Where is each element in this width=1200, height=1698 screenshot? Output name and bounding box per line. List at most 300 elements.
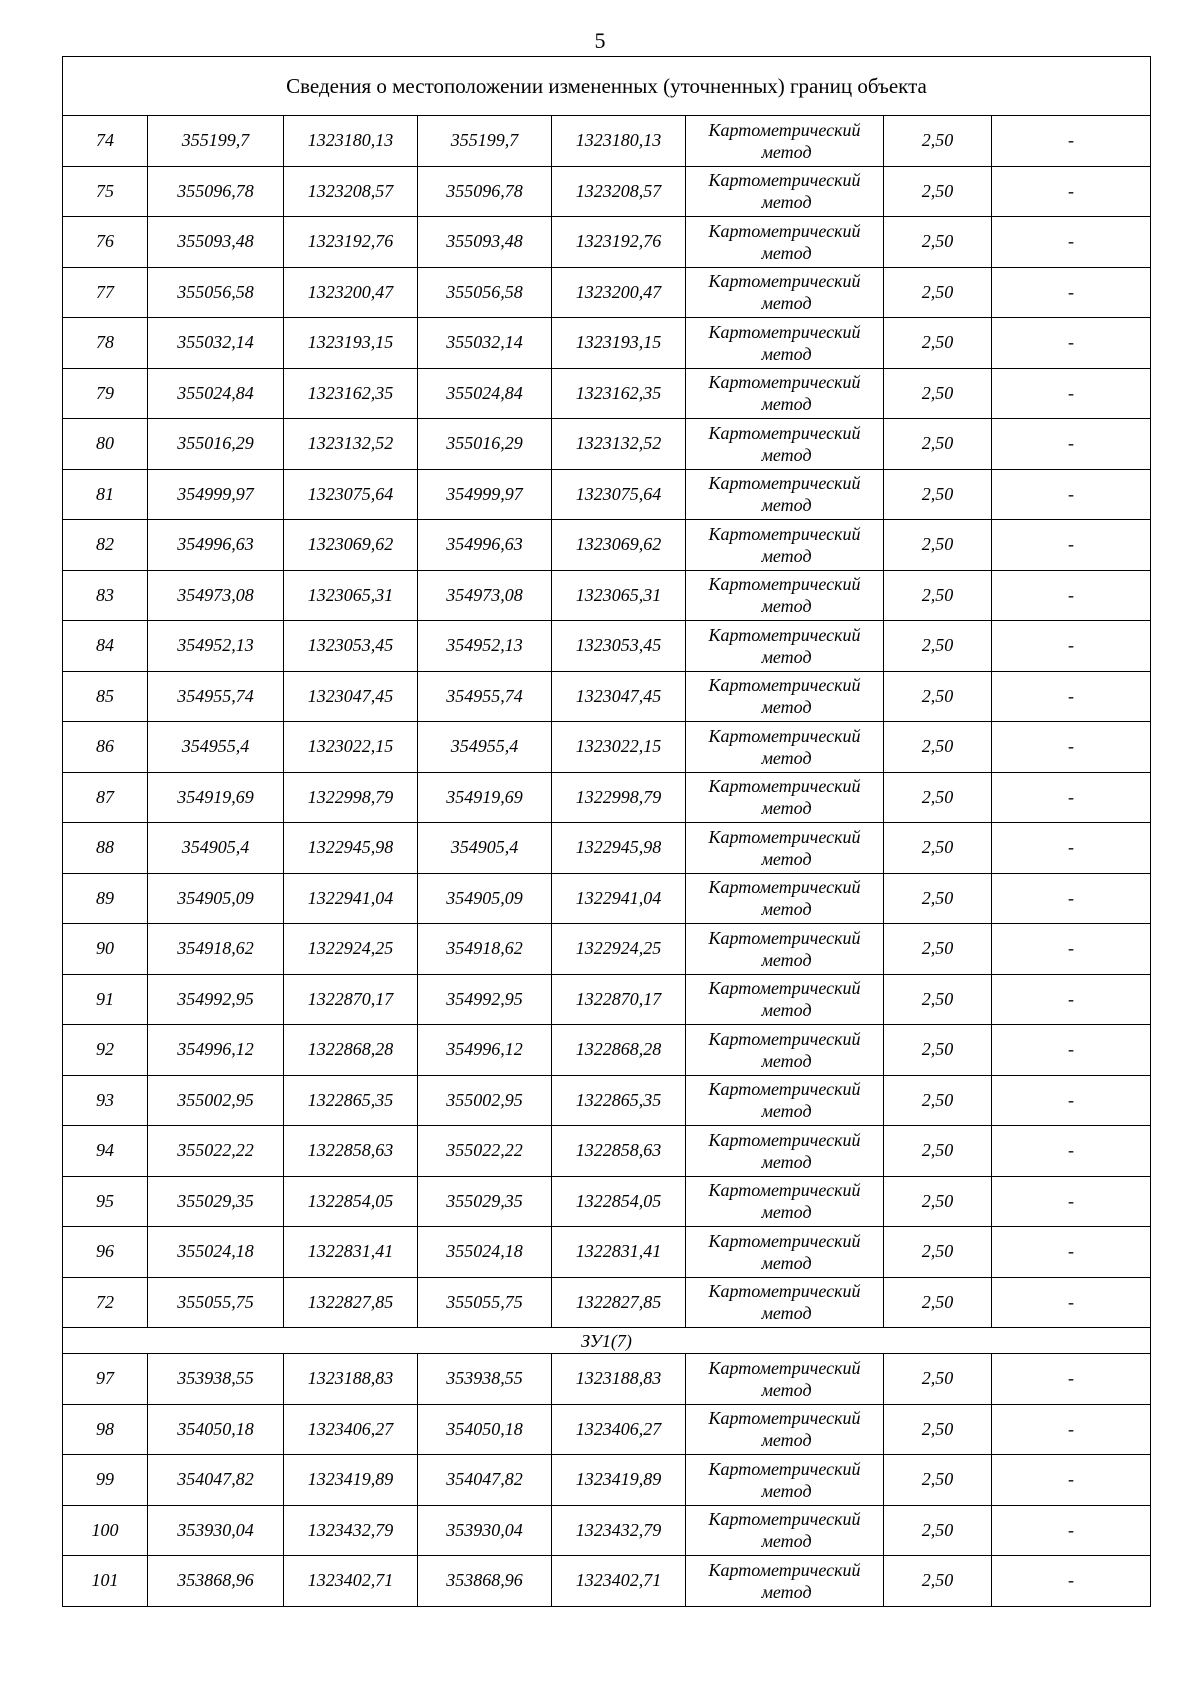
accuracy-cell: 2,50 bbox=[884, 1404, 992, 1455]
existing-x-cell: 353938,55 bbox=[148, 1354, 284, 1405]
note-cell: - bbox=[992, 1126, 1151, 1177]
refined-x-cell: 355024,84 bbox=[418, 368, 552, 419]
table-row bbox=[63, 1455, 1151, 1506]
note-cell: - bbox=[992, 116, 1151, 167]
point-number-cell: 94 bbox=[63, 1126, 148, 1177]
method-line-1: Картометрический bbox=[708, 372, 861, 393]
table-row bbox=[63, 570, 1151, 621]
accuracy-cell: 2,50 bbox=[884, 368, 992, 419]
existing-x-cell: 355002,95 bbox=[148, 1075, 284, 1126]
accuracy-cell: 2,50 bbox=[884, 570, 992, 621]
existing-y-cell: 1322924,25 bbox=[284, 924, 418, 975]
method-cell bbox=[686, 570, 884, 621]
method-line-2: метод bbox=[761, 1000, 812, 1021]
refined-y-cell: 1322831,41 bbox=[552, 1227, 686, 1278]
refined-x-cell: 355093,48 bbox=[418, 217, 552, 268]
point-number-cell: 76 bbox=[63, 217, 148, 268]
method-cell bbox=[686, 368, 884, 419]
existing-y-cell: 1323432,79 bbox=[284, 1505, 418, 1556]
method-cell bbox=[686, 217, 884, 268]
method-cell bbox=[686, 1075, 884, 1126]
note-cell: - bbox=[992, 570, 1151, 621]
table-row bbox=[63, 217, 1151, 268]
table-row bbox=[63, 1075, 1151, 1126]
method-line-1: Картометрический bbox=[708, 1408, 861, 1429]
method-cell bbox=[686, 1126, 884, 1177]
point-number-cell: 81 bbox=[63, 469, 148, 520]
method-line-2: метод bbox=[761, 596, 812, 617]
note-cell: - bbox=[992, 1277, 1151, 1328]
existing-x-cell: 354955,4 bbox=[148, 722, 284, 773]
refined-x-cell: 354050,18 bbox=[418, 1404, 552, 1455]
existing-x-cell: 353868,96 bbox=[148, 1556, 284, 1607]
refined-y-cell: 1322945,98 bbox=[552, 823, 686, 874]
refined-y-cell: 1323193,15 bbox=[552, 318, 686, 369]
accuracy-cell: 2,50 bbox=[884, 873, 992, 924]
method-line-2: метод bbox=[761, 949, 812, 970]
accuracy-cell: 2,50 bbox=[884, 1075, 992, 1126]
method-cell bbox=[686, 1404, 884, 1455]
existing-y-cell: 1323188,83 bbox=[284, 1354, 418, 1405]
note-cell: - bbox=[992, 722, 1151, 773]
table-row bbox=[63, 1277, 1151, 1328]
method-cell bbox=[686, 873, 884, 924]
method-line-1: Картометрический bbox=[708, 523, 861, 544]
method-line-2: метод bbox=[761, 1252, 812, 1273]
table-row bbox=[63, 772, 1151, 823]
point-number-cell: 78 bbox=[63, 318, 148, 369]
method-line-2: метод bbox=[761, 1379, 812, 1400]
existing-y-cell: 1322854,05 bbox=[284, 1176, 418, 1227]
refined-y-cell: 1323053,45 bbox=[552, 621, 686, 672]
point-number-cell: 91 bbox=[63, 974, 148, 1025]
table-row bbox=[63, 924, 1151, 975]
table-row bbox=[63, 520, 1151, 571]
coordinates-table bbox=[62, 56, 1151, 1607]
table-row bbox=[63, 722, 1151, 773]
point-number-cell: 90 bbox=[63, 924, 148, 975]
method-line-1: Картометрический bbox=[708, 927, 861, 948]
existing-y-cell: 1323402,71 bbox=[284, 1556, 418, 1607]
method-cell bbox=[686, 823, 884, 874]
existing-y-cell: 1322831,41 bbox=[284, 1227, 418, 1278]
accuracy-cell: 2,50 bbox=[884, 772, 992, 823]
refined-x-cell: 355096,78 bbox=[418, 166, 552, 217]
point-number-cell: 72 bbox=[63, 1277, 148, 1328]
method-line-1: Картометрический bbox=[708, 675, 861, 696]
note-cell: - bbox=[992, 1227, 1151, 1278]
refined-x-cell: 354992,95 bbox=[418, 974, 552, 1025]
existing-x-cell: 354955,74 bbox=[148, 671, 284, 722]
point-number-cell: 96 bbox=[63, 1227, 148, 1278]
method-line-1: Картометрический bbox=[708, 624, 861, 645]
existing-x-cell: 354919,69 bbox=[148, 772, 284, 823]
note-cell: - bbox=[992, 1025, 1151, 1076]
accuracy-cell: 2,50 bbox=[884, 217, 992, 268]
refined-x-cell: 355024,18 bbox=[418, 1227, 552, 1278]
refined-y-cell: 1323180,13 bbox=[552, 116, 686, 167]
point-number-cell: 87 bbox=[63, 772, 148, 823]
table-row bbox=[63, 974, 1151, 1025]
table-title: Сведения о местоположении измененных (уточненных) границ объекта bbox=[63, 57, 1151, 116]
method-line-2: метод bbox=[761, 747, 812, 768]
table-row bbox=[63, 1404, 1151, 1455]
table-row bbox=[63, 621, 1151, 672]
existing-x-cell: 355024,84 bbox=[148, 368, 284, 419]
accuracy-cell: 2,50 bbox=[884, 823, 992, 874]
existing-y-cell: 1322868,28 bbox=[284, 1025, 418, 1076]
existing-x-cell: 355055,75 bbox=[148, 1277, 284, 1328]
note-cell: - bbox=[992, 873, 1151, 924]
point-number-cell: 88 bbox=[63, 823, 148, 874]
point-number-cell: 89 bbox=[63, 873, 148, 924]
note-cell: - bbox=[992, 1556, 1151, 1607]
note-cell: - bbox=[992, 1354, 1151, 1405]
method-line-2: метод bbox=[761, 545, 812, 566]
existing-x-cell: 355016,29 bbox=[148, 419, 284, 470]
note-cell: - bbox=[992, 1505, 1151, 1556]
accuracy-cell: 2,50 bbox=[884, 267, 992, 318]
method-line-2: метод bbox=[761, 697, 812, 718]
note-cell: - bbox=[992, 419, 1151, 470]
refined-x-cell: 354973,08 bbox=[418, 570, 552, 621]
point-number-cell: 75 bbox=[63, 166, 148, 217]
refined-y-cell: 1322941,04 bbox=[552, 873, 686, 924]
existing-x-cell: 355024,18 bbox=[148, 1227, 284, 1278]
accuracy-cell: 2,50 bbox=[884, 1126, 992, 1177]
accuracy-cell: 2,50 bbox=[884, 1556, 992, 1607]
accuracy-cell: 2,50 bbox=[884, 1025, 992, 1076]
method-line-1: Картометрический bbox=[708, 119, 861, 140]
existing-y-cell: 1322998,79 bbox=[284, 772, 418, 823]
point-number-cell: 86 bbox=[63, 722, 148, 773]
note-cell: - bbox=[992, 166, 1151, 217]
existing-y-cell: 1322858,63 bbox=[284, 1126, 418, 1177]
table-row bbox=[63, 671, 1151, 722]
refined-x-cell: 355199,7 bbox=[418, 116, 552, 167]
existing-x-cell: 355029,35 bbox=[148, 1176, 284, 1227]
accuracy-cell: 2,50 bbox=[884, 621, 992, 672]
table-row bbox=[63, 419, 1151, 470]
accuracy-cell: 2,50 bbox=[884, 722, 992, 773]
refined-y-cell: 1323419,89 bbox=[552, 1455, 686, 1506]
table-row bbox=[63, 1126, 1151, 1177]
accuracy-cell: 2,50 bbox=[884, 1354, 992, 1405]
table-row bbox=[63, 1556, 1151, 1607]
note-cell: - bbox=[992, 1455, 1151, 1506]
accuracy-cell: 2,50 bbox=[884, 1227, 992, 1278]
refined-x-cell: 355016,29 bbox=[418, 419, 552, 470]
accuracy-cell: 2,50 bbox=[884, 469, 992, 520]
refined-y-cell: 1323188,83 bbox=[552, 1354, 686, 1405]
existing-y-cell: 1322870,17 bbox=[284, 974, 418, 1025]
table-row bbox=[63, 1505, 1151, 1556]
method-line-2: метод bbox=[761, 1050, 812, 1071]
existing-x-cell: 354973,08 bbox=[148, 570, 284, 621]
method-line-1: Картометрический bbox=[708, 1458, 861, 1479]
method-cell bbox=[686, 1505, 884, 1556]
method-cell bbox=[686, 671, 884, 722]
table-row bbox=[63, 823, 1151, 874]
table-row bbox=[63, 1354, 1151, 1405]
method-line-2: метод bbox=[761, 1101, 812, 1122]
point-number-cell: 95 bbox=[63, 1176, 148, 1227]
table-body bbox=[63, 57, 1151, 1607]
refined-y-cell: 1322858,63 bbox=[552, 1126, 686, 1177]
method-cell bbox=[686, 318, 884, 369]
note-cell: - bbox=[992, 671, 1151, 722]
method-line-2: метод bbox=[761, 343, 812, 364]
point-number-cell: 74 bbox=[63, 116, 148, 167]
existing-y-cell: 1323208,57 bbox=[284, 166, 418, 217]
point-number-cell: 77 bbox=[63, 267, 148, 318]
method-line-2: метод bbox=[761, 848, 812, 869]
method-cell bbox=[686, 924, 884, 975]
refined-x-cell: 353930,04 bbox=[418, 1505, 552, 1556]
method-line-1: Картометрический bbox=[708, 1028, 861, 1049]
accuracy-cell: 2,50 bbox=[884, 1505, 992, 1556]
refined-y-cell: 1322865,35 bbox=[552, 1075, 686, 1126]
refined-x-cell: 354905,09 bbox=[418, 873, 552, 924]
existing-y-cell: 1323075,64 bbox=[284, 469, 418, 520]
existing-x-cell: 354047,82 bbox=[148, 1455, 284, 1506]
existing-y-cell: 1323065,31 bbox=[284, 570, 418, 621]
method-cell bbox=[686, 1176, 884, 1227]
method-line-1: Картометрический bbox=[708, 473, 861, 494]
existing-y-cell: 1323419,89 bbox=[284, 1455, 418, 1506]
note-cell: - bbox=[992, 1075, 1151, 1126]
refined-y-cell: 1323162,35 bbox=[552, 368, 686, 419]
existing-x-cell: 354999,97 bbox=[148, 469, 284, 520]
method-line-1: Картометрический bbox=[708, 170, 861, 191]
method-line-2: метод bbox=[761, 1151, 812, 1172]
note-cell: - bbox=[992, 621, 1151, 672]
refined-y-cell: 1323022,15 bbox=[552, 722, 686, 773]
existing-x-cell: 354050,18 bbox=[148, 1404, 284, 1455]
method-line-1: Картометрический bbox=[708, 1281, 861, 1302]
method-line-2: метод bbox=[761, 1303, 812, 1324]
note-cell: - bbox=[992, 469, 1151, 520]
table-title-row bbox=[63, 57, 1151, 116]
existing-y-cell: 1322827,85 bbox=[284, 1277, 418, 1328]
table-row bbox=[63, 1025, 1151, 1076]
method-line-1: Картометрический bbox=[708, 574, 861, 595]
method-line-1: Картометрический bbox=[708, 1129, 861, 1150]
refined-y-cell: 1322854,05 bbox=[552, 1176, 686, 1227]
method-line-2: метод bbox=[761, 646, 812, 667]
refined-x-cell: 354047,82 bbox=[418, 1455, 552, 1506]
method-line-1: Картометрический bbox=[708, 826, 861, 847]
note-cell: - bbox=[992, 520, 1151, 571]
accuracy-cell: 2,50 bbox=[884, 1455, 992, 1506]
method-cell bbox=[686, 116, 884, 167]
refined-y-cell: 1323069,62 bbox=[552, 520, 686, 571]
refined-y-cell: 1323192,76 bbox=[552, 217, 686, 268]
method-cell bbox=[686, 469, 884, 520]
method-line-2: метод bbox=[761, 242, 812, 263]
method-cell bbox=[686, 267, 884, 318]
accuracy-cell: 2,50 bbox=[884, 520, 992, 571]
existing-y-cell: 1323132,52 bbox=[284, 419, 418, 470]
table-row bbox=[63, 318, 1151, 369]
method-cell bbox=[686, 772, 884, 823]
existing-y-cell: 1323200,47 bbox=[284, 267, 418, 318]
method-line-2: метод bbox=[761, 444, 812, 465]
refined-y-cell: 1323432,79 bbox=[552, 1505, 686, 1556]
existing-x-cell: 355096,78 bbox=[148, 166, 284, 217]
point-number-cell: 80 bbox=[63, 419, 148, 470]
refined-x-cell: 355002,95 bbox=[418, 1075, 552, 1126]
table-row bbox=[63, 1227, 1151, 1278]
refined-y-cell: 1323065,31 bbox=[552, 570, 686, 621]
existing-y-cell: 1323047,45 bbox=[284, 671, 418, 722]
method-line-2: метод bbox=[761, 1430, 812, 1451]
note-cell: - bbox=[992, 974, 1151, 1025]
existing-y-cell: 1323053,45 bbox=[284, 621, 418, 672]
refined-y-cell: 1323075,64 bbox=[552, 469, 686, 520]
method-cell bbox=[686, 520, 884, 571]
refined-x-cell: 354905,4 bbox=[418, 823, 552, 874]
accuracy-cell: 2,50 bbox=[884, 318, 992, 369]
note-cell: - bbox=[992, 318, 1151, 369]
existing-y-cell: 1323069,62 bbox=[284, 520, 418, 571]
refined-x-cell: 353938,55 bbox=[418, 1354, 552, 1405]
method-line-2: метод bbox=[761, 798, 812, 819]
method-cell bbox=[686, 1227, 884, 1278]
table-row bbox=[63, 469, 1151, 520]
method-line-1: Картометрический bbox=[708, 422, 861, 443]
point-number-cell: 99 bbox=[63, 1455, 148, 1506]
point-number-cell: 93 bbox=[63, 1075, 148, 1126]
method-line-1: Картометрический bbox=[708, 978, 861, 999]
method-line-1: Картометрический bbox=[708, 1079, 861, 1100]
note-cell: - bbox=[992, 368, 1151, 419]
page-number: 5 bbox=[594, 28, 606, 53]
refined-x-cell: 355032,14 bbox=[418, 318, 552, 369]
existing-y-cell: 1323192,76 bbox=[284, 217, 418, 268]
refined-y-cell: 1323047,45 bbox=[552, 671, 686, 722]
note-cell: - bbox=[992, 924, 1151, 975]
point-number-cell: 97 bbox=[63, 1354, 148, 1405]
existing-x-cell: 353930,04 bbox=[148, 1505, 284, 1556]
method-line-2: метод bbox=[761, 293, 812, 314]
point-number-cell: 83 bbox=[63, 570, 148, 621]
existing-x-cell: 355022,22 bbox=[148, 1126, 284, 1177]
table-row bbox=[63, 1176, 1151, 1227]
refined-x-cell: 354955,4 bbox=[418, 722, 552, 773]
refined-y-cell: 1323406,27 bbox=[552, 1404, 686, 1455]
refined-x-cell: 355055,75 bbox=[418, 1277, 552, 1328]
refined-x-cell: 354919,69 bbox=[418, 772, 552, 823]
point-number-cell: 79 bbox=[63, 368, 148, 419]
point-number-cell: 84 bbox=[63, 621, 148, 672]
method-cell bbox=[686, 1556, 884, 1607]
table-row bbox=[63, 166, 1151, 217]
method-cell bbox=[686, 621, 884, 672]
point-number-cell: 98 bbox=[63, 1404, 148, 1455]
method-line-2: метод bbox=[761, 1480, 812, 1501]
method-line-1: Картометрический bbox=[708, 1230, 861, 1251]
table-row bbox=[63, 873, 1151, 924]
existing-y-cell: 1323022,15 bbox=[284, 722, 418, 773]
method-cell bbox=[686, 1455, 884, 1506]
refined-y-cell: 1322998,79 bbox=[552, 772, 686, 823]
refined-y-cell: 1323132,52 bbox=[552, 419, 686, 470]
method-cell bbox=[686, 419, 884, 470]
method-line-2: метод bbox=[761, 141, 812, 162]
existing-x-cell: 355093,48 bbox=[148, 217, 284, 268]
existing-x-cell: 354996,63 bbox=[148, 520, 284, 571]
note-cell: - bbox=[992, 1176, 1151, 1227]
accuracy-cell: 2,50 bbox=[884, 974, 992, 1025]
note-cell: - bbox=[992, 823, 1151, 874]
section-row bbox=[63, 1328, 1151, 1354]
existing-y-cell: 1323162,35 bbox=[284, 368, 418, 419]
refined-y-cell: 1322924,25 bbox=[552, 924, 686, 975]
method-line-1: Картометрический bbox=[708, 1509, 861, 1530]
method-line-1: Картометрический bbox=[708, 1180, 861, 1201]
existing-x-cell: 355032,14 bbox=[148, 318, 284, 369]
method-line-1: Картометрический bbox=[708, 271, 861, 292]
method-cell bbox=[686, 974, 884, 1025]
refined-y-cell: 1323200,47 bbox=[552, 267, 686, 318]
accuracy-cell: 2,50 bbox=[884, 166, 992, 217]
existing-x-cell: 355199,7 bbox=[148, 116, 284, 167]
refined-y-cell: 1322870,17 bbox=[552, 974, 686, 1025]
existing-y-cell: 1322945,98 bbox=[284, 823, 418, 874]
method-cell bbox=[686, 1354, 884, 1405]
existing-x-cell: 354905,4 bbox=[148, 823, 284, 874]
note-cell: - bbox=[992, 772, 1151, 823]
refined-y-cell: 1322868,28 bbox=[552, 1025, 686, 1076]
refined-x-cell: 354996,12 bbox=[418, 1025, 552, 1076]
point-number-cell: 92 bbox=[63, 1025, 148, 1076]
method-line-2: метод bbox=[761, 394, 812, 415]
existing-x-cell: 354905,09 bbox=[148, 873, 284, 924]
accuracy-cell: 2,50 bbox=[884, 1176, 992, 1227]
method-line-2: метод bbox=[761, 899, 812, 920]
method-line-2: метод bbox=[761, 495, 812, 516]
refined-x-cell: 355029,35 bbox=[418, 1176, 552, 1227]
accuracy-cell: 2,50 bbox=[884, 1277, 992, 1328]
refined-x-cell: 353868,96 bbox=[418, 1556, 552, 1607]
method-line-2: метод bbox=[761, 192, 812, 213]
point-number-cell: 85 bbox=[63, 671, 148, 722]
table-row bbox=[63, 116, 1151, 167]
refined-y-cell: 1322827,85 bbox=[552, 1277, 686, 1328]
accuracy-cell: 2,50 bbox=[884, 419, 992, 470]
table-row bbox=[63, 267, 1151, 318]
method-line-1: Картометрический bbox=[708, 725, 861, 746]
method-line-1: Картометрический bbox=[708, 776, 861, 797]
method-cell bbox=[686, 166, 884, 217]
note-cell: - bbox=[992, 1404, 1151, 1455]
accuracy-cell: 2,50 bbox=[884, 924, 992, 975]
method-line-1: Картометрический bbox=[708, 220, 861, 241]
existing-y-cell: 1323406,27 bbox=[284, 1404, 418, 1455]
method-line-1: Картометрический bbox=[708, 877, 861, 898]
section-label: ЗУ1(7) bbox=[63, 1328, 1151, 1354]
accuracy-cell: 2,50 bbox=[884, 671, 992, 722]
existing-y-cell: 1322941,04 bbox=[284, 873, 418, 924]
point-number-cell: 100 bbox=[63, 1505, 148, 1556]
note-cell: - bbox=[992, 217, 1151, 268]
accuracy-cell: 2,50 bbox=[884, 116, 992, 167]
method-cell bbox=[686, 722, 884, 773]
existing-x-cell: 354992,95 bbox=[148, 974, 284, 1025]
method-cell bbox=[686, 1025, 884, 1076]
refined-x-cell: 355022,22 bbox=[418, 1126, 552, 1177]
